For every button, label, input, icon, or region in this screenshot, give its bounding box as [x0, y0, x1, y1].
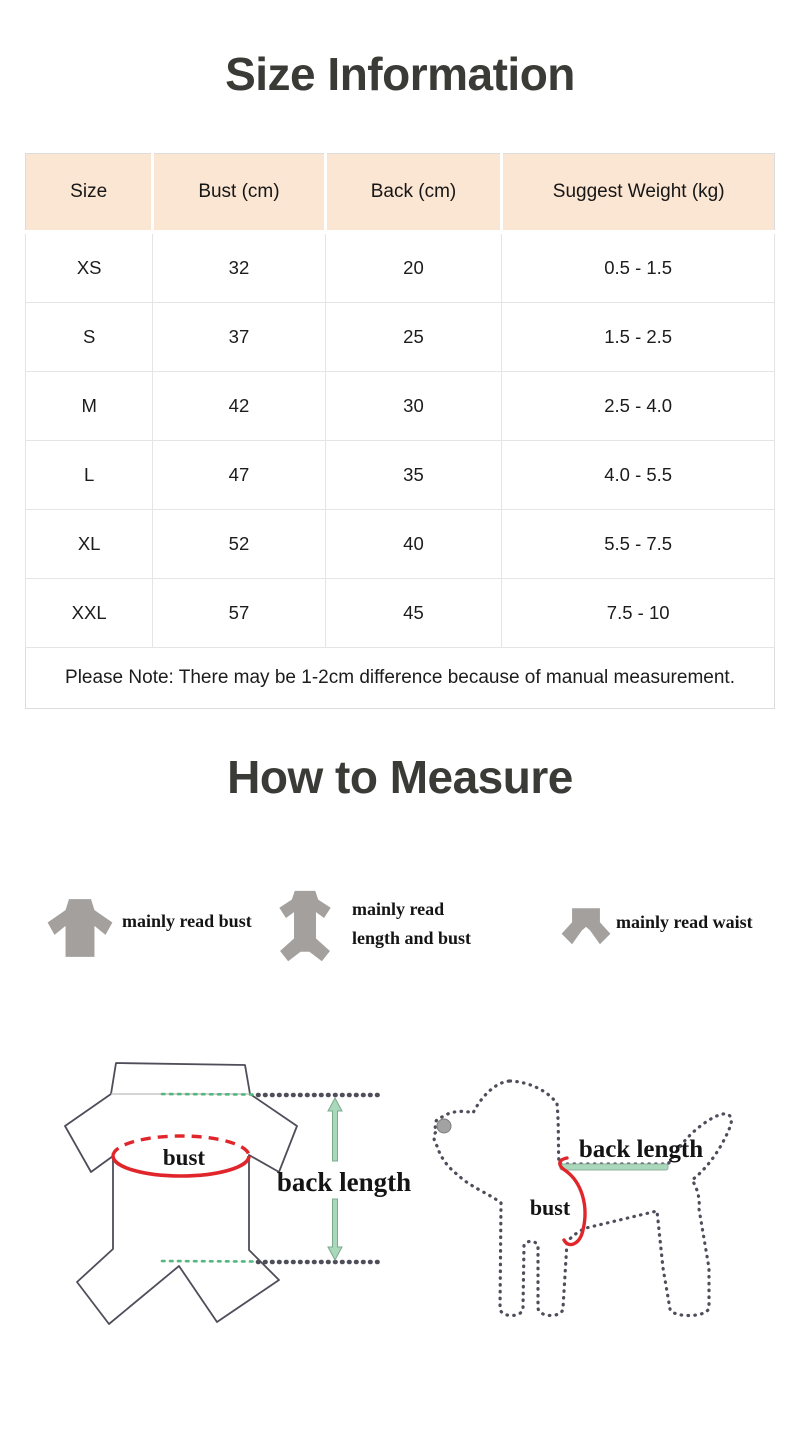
label-line: length and bust	[352, 928, 472, 948]
back-length-arrow-up	[328, 1098, 342, 1161]
column-header-size: Size	[26, 154, 153, 233]
label-line: mainly read	[352, 899, 445, 919]
cell-size: L	[26, 441, 153, 510]
cell-size: XL	[26, 510, 153, 579]
bust-label: bust	[162, 1145, 206, 1170]
vest-shape	[48, 899, 113, 957]
table-row	[26, 303, 775, 372]
back-length-label: back length	[276, 1167, 412, 1197]
cell-back: 25	[325, 303, 502, 372]
cell-weight: 4.0 - 5.5	[502, 441, 775, 510]
cell-weight: 5.5 - 7.5	[502, 510, 775, 579]
cell-bust: 52	[153, 510, 325, 579]
vest-icon	[45, 897, 115, 959]
cell-size: S	[26, 303, 153, 372]
table-row	[26, 372, 775, 441]
page-title: Size Information	[225, 48, 575, 100]
cell-bust: 37	[153, 303, 325, 372]
table-row	[26, 579, 775, 648]
cell-size: M	[26, 372, 153, 441]
how-to-measure-title: How to Measure	[227, 751, 573, 803]
measure-icon-label: mainly read waist	[616, 912, 753, 932]
cell-bust: 47	[153, 441, 325, 510]
column-header-weight: Suggest Weight (kg)	[502, 154, 775, 233]
shorts-icon	[557, 906, 615, 950]
measurement-note: Please Note: There may be 1-2cm difference because of manual measurement.	[26, 648, 775, 709]
column-header-back: Back (cm)	[325, 154, 502, 233]
cell-bust: 32	[153, 232, 325, 303]
cell-back: 20	[325, 232, 502, 303]
cell-back: 45	[325, 579, 502, 648]
table-row	[26, 232, 775, 303]
cell-bust: 57	[153, 579, 325, 648]
cell-back: 30	[325, 372, 502, 441]
table-row	[26, 510, 775, 579]
measure-icon-label	[352, 895, 471, 953]
cell-weight: 1.5 - 2.5	[502, 303, 775, 372]
jumpsuit-icon	[272, 888, 338, 970]
table-row	[26, 441, 775, 510]
cell-bust: 42	[153, 372, 325, 441]
back-length-arrow-down	[328, 1199, 342, 1260]
shorts-shape	[562, 908, 611, 944]
garment-diagram	[58, 1053, 414, 1345]
cell-weight: 0.5 - 1.5	[502, 232, 775, 303]
dog-nose	[437, 1119, 451, 1133]
cell-weight: 2.5 - 4.0	[502, 372, 775, 441]
cell-size: XS	[26, 232, 153, 303]
table-header-row	[26, 154, 775, 233]
dog-diagram	[420, 1053, 792, 1343]
cell-back: 35	[325, 441, 502, 510]
measure-icon-label: mainly read bust	[122, 911, 252, 931]
cell-size: XXL	[26, 579, 153, 648]
size-table	[25, 153, 775, 709]
back-length-bar	[560, 1164, 668, 1170]
cell-back: 40	[325, 510, 502, 579]
bust-label: bust	[529, 1195, 571, 1220]
back-length-label: back length	[578, 1136, 704, 1163]
cell-weight: 7.5 - 10	[502, 579, 775, 648]
jumpsuit-shape	[279, 891, 330, 961]
note-row	[26, 648, 775, 709]
column-header-bust: Bust (cm)	[153, 154, 325, 233]
garment-outline	[65, 1063, 297, 1324]
